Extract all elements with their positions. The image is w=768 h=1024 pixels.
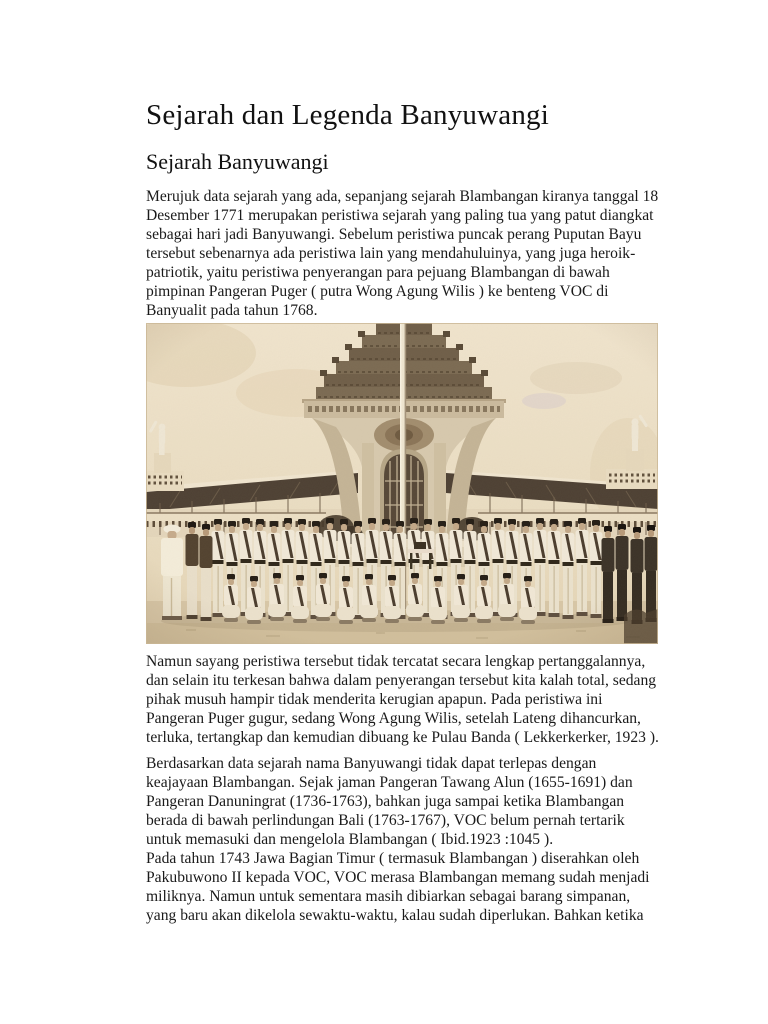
section-heading: Sejarah Banyuwangi — [146, 149, 329, 174]
paragraph-events: Namun sayang peristiwa tersebut tidak tercatat secara lengkap pertanggalannya, dan selain itu terkesan bahwa dalam penyerangan tersebut kita kalah total, sedang pihak musuh hampir tidak menderita kerugian apapun. Pada peristiwa ini Pangeran Puger gugur, sedang Wong Agung Wilis, setelah Lateng dihancurkan, terluka, tertangkap dan kemudian dibuang ke Pulau Banda ( Lekkerkerker, 1923 ). — [146, 653, 659, 746]
document-title: Sejarah dan Legenda Banyuwangi — [146, 99, 549, 131]
paragraph-intro: Merujuk data sejarah yang ada, sepanjang sejarah Blambangan kiranya tanggal 18 Desember 1771 merupakan peristiwa sejarah yang paling tua yang patut diangkat sebagai hari jadi Banyuwangi. Sebelum peristiwa puncak perang Puputan Bayu tersebut sebenarnya ada peristiwa lain yang mendahuluinya, yang juga heroik- patriotik, yaitu peristiwa penyerangan para pejuang Blambangan di bawah pimpinan Pangeran Puger ( putra Wong Agung Wilis ) ke benteng VOC di Banyualit pada tahun 1768. — [146, 188, 659, 319]
historical-photo — [146, 323, 658, 644]
paragraph-history: Berdasarkan data sejarah nama Banyuwangi tidak dapat terlepas dengan keajayaan Blambangan. Sejak jaman Pangeran Tawang Alun (1655-1691) dan Pangeran Danuningrat (1736-1763), bahkan juga sampai ketika Blambangan berada di bawah perlindungan Bali (1763-1767), VOC belum pernah tertarik untuk memasuki dan mengelola Blambangan ( Ibid.1923 :1045 ). Pada tahun 1743 Jawa Bagian Timur ( termasuk Blambangan ) diserahkan oleh Pakubuwono II kepada VOC, VOC merasa Blambangan memang sudah menjadi miliknya. Namun untuk sementara masih dibiarkan sebagai barang simpanan, yang baru akan dikelola sewaktu-waktu, kalau sudah diperlukan. Bahkan ketika — [146, 755, 650, 924]
historical-photo-image — [146, 323, 658, 644]
